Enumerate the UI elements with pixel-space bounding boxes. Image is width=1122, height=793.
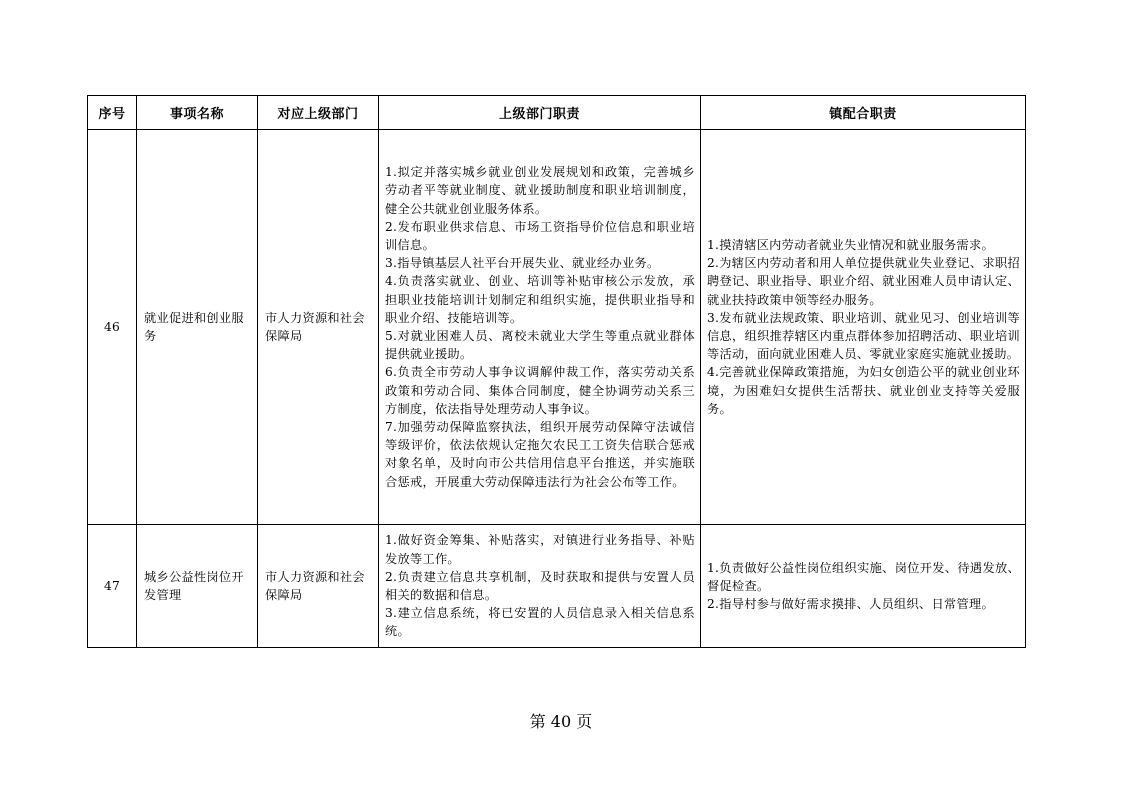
duty-item: 3.发布就业法规政策、职业培训、就业见习、创业培训等信息，组织推荐辖区内重点群体参加招聘活动、职业培训等活动，面向就业困难人员、零就业家庭实施就业援助。 (707, 310, 1020, 362)
duty-item: 4.负责落实就业、创业、培训等补贴审核公示发放，承担职业技能培训计划制定和组织实施，提供职业指导和职业介绍、技能培训等。 (385, 274, 695, 325)
duty-item: 2.负责建立信息共享机制，及时获取和提供与安置人员相关的数据和信息。 (385, 569, 695, 602)
header-department: 对应上级部门 (258, 96, 379, 130)
duty-item: 6.负责全市劳动人事争议调解仲裁工作，落实劳动关系政策和劳动合同、集体合同制度，健全协调劳动关系三方制度，依法指导处理劳动人事争议。 (385, 365, 695, 416)
duty-item: 1.负责做好公益性岗位组织实施、岗位开发、待遇发放、督促检查。 (707, 560, 1020, 593)
duty-item: 1.拟定并落实城乡就业创业发展规划和政策，完善城乡劳动者平等就业制度、就业援助制度和职业培训制度，健全公共就业创业服务体系。 (385, 165, 695, 216)
duty-item: 1.摸清辖区内劳动者就业失业情况和就业服务需求。 (707, 237, 994, 252)
duty-item: 1.做好资金筹集、补贴落实，对镇进行业务指导、补贴发放等工作。 (385, 533, 695, 566)
upper-duties (379, 525, 701, 648)
item-name: 城乡公益性岗位开发管理 (137, 525, 258, 648)
table-row (88, 130, 1026, 525)
table-row (88, 525, 1026, 648)
header-item-name: 事项名称 (137, 96, 258, 130)
town-duties (701, 525, 1026, 648)
page-number: 第 40 页 (529, 712, 593, 731)
duty-item: 4.完善就业保障政策措施，为妇女创造公平的就业创业环境，为困难妇女提供生活帮扶、就业创业支持等关爱服务。 (707, 365, 1020, 416)
row-number: 47 (88, 525, 137, 648)
row-number: 46 (88, 130, 137, 525)
header-town-duties: 镇配合职责 (701, 96, 1026, 130)
duty-item: 3.指导镇基层人社平台开展失业、就业经办业务。 (385, 256, 660, 271)
header-upper-duties: 上级部门职责 (379, 96, 701, 130)
table-header-row (88, 96, 1026, 130)
item-name: 就业促进和创业服务 (137, 130, 258, 525)
duty-item: 7.加强劳动保障监察执法，组织开展劳动保障守法诚信等级评价，依法依规认定拖欠农民工工资失信联合惩戒对象名单，及时向市公共信用信息平台推送，并实施联合惩戒，开展重大劳动保障违法行为社会公布等工作。 (385, 420, 695, 489)
duty-table (87, 95, 1026, 648)
department: 市人力资源和社会保障局 (258, 525, 379, 648)
duty-item: 3.建立信息系统，将已安置的人员信息录入相关信息系统。 (385, 606, 695, 639)
header-no: 序号 (88, 96, 137, 130)
upper-duties (379, 130, 701, 525)
duty-item: 2.指导村参与做好需求摸排、人员组织、日常管理。 (707, 597, 994, 612)
duty-item: 5.对就业困难人员、离校未就业大学生等重点就业群体提供就业援助。 (385, 329, 695, 362)
duty-item: 2.发布职业供求信息、市场工资指导价位信息和职业培训信息。 (385, 219, 695, 252)
duty-item: 2.为辖区内劳动者和用人单位提供就业失业登记、求职招聘登记、职业指导、职业介绍、就业困难人员申请认定、就业扶持政策申领等经办服务。 (707, 256, 1020, 307)
town-duties (701, 130, 1026, 525)
department: 市人力资源和社会保障局 (258, 130, 379, 525)
